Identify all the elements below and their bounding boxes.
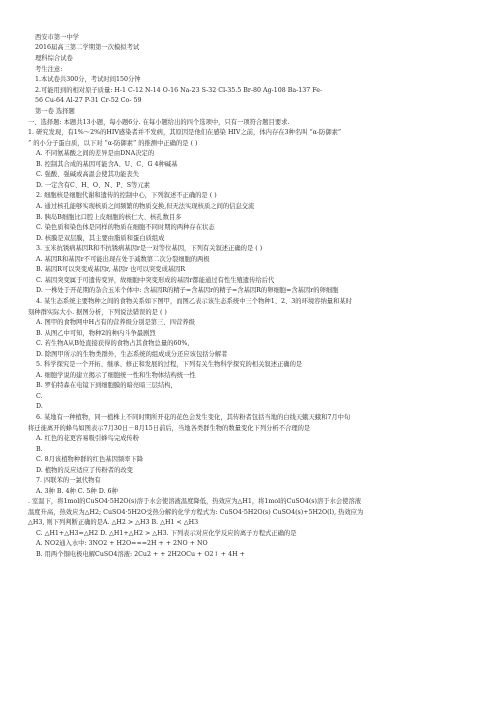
- option: B. 用两个铜电极电解CuSO4溶液: 2Cu2 + + 2H2OCu + O2↑ + 4H +: [36, 551, 245, 558]
- question-stem: 2. 细胞核是细胞代谢和遗传的控制中心，下列叙述不正确的是 ( ): [36, 192, 217, 199]
- option: B. 从图乙中可知，物种2的种内斗争最剧烈: [36, 330, 156, 337]
- option: C. 染色质和染色体是同样的物质在细胞不同时期的两种存在状态: [36, 224, 215, 231]
- question-stem: 4. 某生态系统主要物种之间的食物关系如下图甲，而图乙表示该生态系统中三个物种1、2、3的环境容纳量和某时: [36, 298, 352, 305]
- question-stem: 6. 某地有一种植物，同一植株上不同时期所开花的花色会发生变化，其传粉者包括当地的白线天蛾天蛾和7月中旬: [36, 414, 351, 421]
- option: C. △H1+△H3=△H2 D. △H1+△H2 > △H3. 下列表示对应化学反应的离子方程式正确的是: [36, 530, 297, 537]
- option: D. 除图甲所示的生物类群外，生态系统的组成成分还应该包括分解者: [36, 351, 228, 358]
- option: A. 3种 B. 4种 C. 5种 D. 6种: [36, 488, 118, 495]
- option: B. 罗伯特森在电镜下到细胞膜的暗亮暗三层结构，: [36, 382, 177, 389]
- subject-title: 理科综合试卷: [35, 55, 73, 62]
- option: A. 通过核孔能够实现核质之间频繁的物质交换,但无法实现核质之间的信息交流: [36, 203, 255, 210]
- option: A. 基因R和基因r不可能出现在处于减数第二次分裂细胞的两极: [36, 256, 210, 263]
- option: A. 红色的花更容易吸引蜂鸟完成传粉: [36, 435, 140, 442]
- question-stem: 刻种群实际大小. 据图分析，下列说法错误的是 ( ): [28, 309, 167, 316]
- question-stem: 1. 研究发现，有1%～2%的HIV感染者并不发病，其原因是他们在感染 HIV之前，体内存在3种名叫 “α-防御素”: [28, 129, 342, 136]
- option: C. 若生物A从B处直接获得的食物占其食物总量的60%,: [36, 340, 190, 347]
- notice-title: 考生注意:: [35, 66, 63, 73]
- option: D. 一株处于开花期的杂合玉米个体中: 含基因R的精子=含基因r的精子=含基因R的卵细胞=含基因r的卵细胞: [36, 287, 339, 294]
- school-name: 西安市第一中学: [35, 34, 80, 41]
- option: D. 一定含有C、H、O、N、P、S等元素: [36, 182, 150, 189]
- question-stem: 将迁徙离开的蜂鸟如图表示7月30日－8月15日前后，当地各类群生物的数量变化下列分析不合理的是: [28, 425, 311, 432]
- notice-item: 56 Cu-64 Al-27 P-31 Cr-52 Co- 59: [35, 97, 142, 104]
- question-stem: . 室温下，将1mol的CuSO4·5H2O(s)溶于水会使溶液温度降低，热效应为△H1，将1mol的CuSO4(s)溶于水会使溶液: [28, 498, 362, 505]
- option: B. 基因R可以突变成基因r, 基因r 也可以突变成基因R: [36, 266, 186, 273]
- option: C. 强酸、强碱或高温会使其功能丧失: [36, 171, 140, 178]
- question-stem: △H3, 则下列判断正确的是A. △H2 > △H3 B. △H1 < △H3: [28, 519, 199, 526]
- option: A. 细胞学说的建立揭示了细胞统一性和生物体结构统一性: [36, 372, 196, 379]
- option: B. 胰岛B细胞比口腔上皮细胞的核仁大、核孔数目多: [36, 214, 182, 221]
- notice-item: 1.本试卷共300分，考试时间150分钟: [35, 76, 141, 83]
- section-intro: 一、选择题: 本题共13小题，每小题6分. 在每小题给出的四个选项中，只有一项符合题目要求.: [28, 119, 290, 126]
- option: A. 不同氨基酸之间的差异是由DNA决定的: [36, 150, 155, 157]
- option: C. 8月该植物种群的红色基因频率下降: [36, 456, 144, 463]
- option: A. NO2通入水中: 3NO2 + H2O===2H + + 2NO + NO: [36, 540, 208, 547]
- exam-title: 2016届高三第二学期第一次模拟考试: [35, 44, 140, 51]
- option: D. 植物的反应适应了传粉者的改变: [36, 467, 133, 474]
- option: D. 核膜是双层膜，其主要由脂质和蛋白质组成: [36, 235, 165, 242]
- option: C. 基因突变属于可遗传变异，故细胞中突变形成的基因r都能通过有性生殖遗传给后代: [36, 277, 275, 284]
- option: D.: [36, 403, 43, 410]
- option: B. 控制其合成的基因可能含A、U、C、G 4种碱基: [36, 161, 178, 168]
- question-stem: 3. 玉米抗锈病基因R和不抗锈病基因r是一对等位基因，下列有关叙述正确的是 ( ): [36, 245, 263, 252]
- question-stem: ” 的小分子蛋白质，以下对 “α-防御素” 的推测中正确的是 ( ): [28, 140, 198, 147]
- section-title: 第一卷 选择题: [35, 108, 75, 115]
- option: C.: [36, 393, 43, 400]
- question-stem: 温度升高，热效应为△H2; CuSO4·5H2O受热分解的化学方程式为: CuSO4·5H2O(s) CuSO4(s)+5H2O(l), 热效应为: [28, 509, 364, 516]
- notice-item: 2.可能用到的相对原子质量: H-1 C-12 N-14 O-16 Na-23 S-32 Cl-35.5 Br-80 Ag-108 Ba-137 Fe-: [35, 87, 323, 94]
- question-stem: 7. 四联苯的一氯代物有: [36, 477, 101, 484]
- option: A. 图甲的食物网中H占有的营养级分别是第三、四营养级: [36, 319, 195, 326]
- option: B.: [36, 446, 43, 453]
- question-stem: 5. 科学探究是一个开拓、继承、修正和发展的过程，下列有关生物科学探究的相关叙述正确的是: [36, 361, 303, 368]
